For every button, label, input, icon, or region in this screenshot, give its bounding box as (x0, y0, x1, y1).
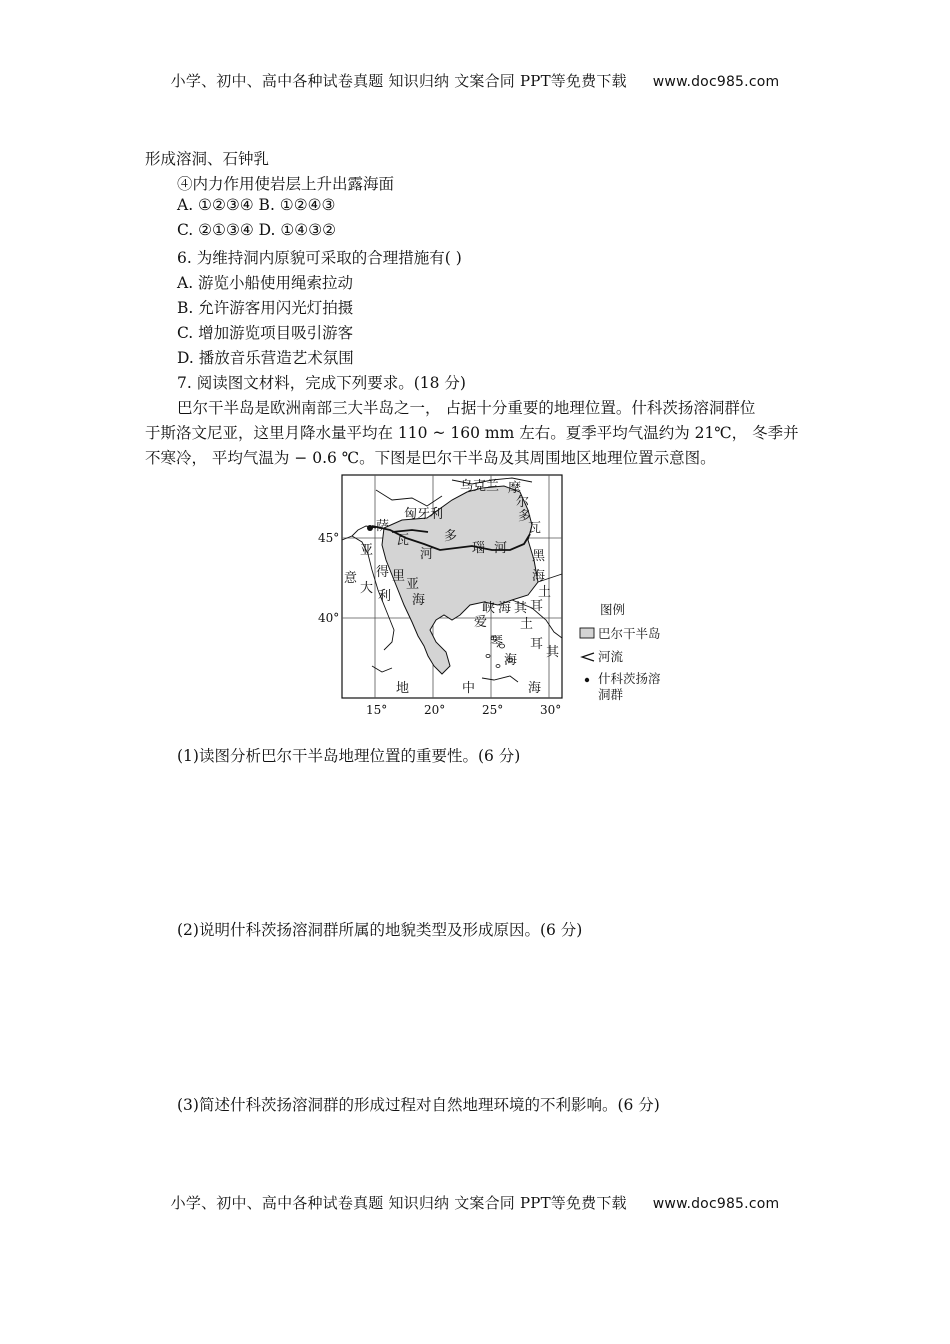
legend-title: 图例 (600, 602, 626, 617)
label-adriatic-4: 亚 (406, 577, 420, 592)
legend-cave-1: 什科茨扬溶 (598, 671, 661, 686)
header-text: 小学、初中、高中各种试卷真题 知识归纳 文案合同 PPT等免费下载 (170, 72, 627, 90)
label-ukraine: 乌克兰 (460, 479, 500, 494)
lon-label-15: 15° (366, 703, 388, 717)
label-moldova-4: 瓦 (528, 521, 542, 536)
label-hungary: 匈牙利 (404, 507, 444, 522)
label-moldova-2: 尔 (516, 495, 530, 510)
header-site-link[interactable]: www.doc985.com (652, 74, 780, 90)
footer-text: 小学、初中、高中各种试卷真题 知识归纳 文案合同 PPT等免费下载 (170, 1194, 627, 1212)
label-strait-2: 海 (498, 601, 512, 616)
label-adriatic-5: 海 (412, 593, 426, 608)
q6-option-c: C. 增加游览项目吸引游客 (177, 324, 354, 342)
map-legend (580, 602, 661, 702)
label-strait-3: 其 (514, 601, 528, 616)
q5-continuation: 形成溶洞、石钟乳 (145, 150, 270, 168)
page-footer (0, 1192, 950, 1213)
q7-material-line-2: 于斯洛文尼亚，这里月降水量平均在 110 ~ 160 mm 左右。夏季平均气温约为 21℃， 冬季并 (145, 424, 799, 442)
legend-river: 河流 (598, 649, 624, 664)
label-strait-1: 峡 (482, 601, 496, 616)
label-slovenia: 萨 (376, 519, 390, 534)
label-aegean-2: 琴 (490, 635, 504, 650)
q6-option-d: D. 播放音乐营造艺术氛围 (177, 349, 354, 367)
legend-cave-2: 洞群 (598, 687, 624, 702)
label-aegean-1: 爱 (474, 615, 488, 630)
label-blacksea-2: 海 (532, 569, 546, 584)
label-adriatic-3: 里 (392, 569, 406, 584)
cave-group-marker (367, 525, 373, 531)
q7-material-line-3: 不寒冷， 平均气温为 − 0.6 ℃。下图是巴尔干半岛及其周围地区地理位置示意图。 (145, 449, 716, 467)
label-blacksea-1: 黑 (532, 549, 546, 564)
label-sava-2: 河 (420, 547, 434, 562)
label-danube-3: 河 (494, 541, 508, 556)
label-danube-1: 多 (444, 529, 458, 544)
label-italy-1: 意 (344, 571, 358, 586)
label-med-3: 海 (528, 681, 542, 696)
footer-site-link[interactable]: www.doc985.com (652, 1196, 780, 1212)
q5-item-4: ④内力作用使岩层上升出露海面 (177, 175, 395, 193)
legend-river-symbol (582, 653, 594, 661)
label-strait-4: 耳 (530, 599, 544, 614)
lat-label-40: 40° (318, 611, 340, 625)
label-italy-2: 大 (360, 581, 374, 596)
lon-label-30: 30° (540, 703, 562, 717)
balkan-map (318, 470, 692, 720)
q7-sub-1: (1)读图分析巴尔干半岛地理位置的重要性。(6 分) (177, 747, 521, 765)
q6-stem: 6. 为维持洞内原貌可采取的合理措施有( ) (177, 249, 462, 267)
q7-stem: 7. 阅读图文材料，完成下列要求。(18 分) (177, 374, 466, 392)
legend-cave-symbol (585, 678, 589, 682)
label-adriatic-1: 亚 (360, 543, 374, 558)
q6-option-b: B. 允许游客用闪光灯拍摄 (177, 299, 354, 317)
lon-label-25: 25° (482, 703, 504, 717)
label-aegean-3: 海 (504, 653, 518, 668)
q7-material-line-1: 巴尔干半岛是欧洲南部三大半岛之一， 占据十分重要的地理位置。什科茨扬溶洞群位 (177, 399, 756, 417)
q6-option-a: A. 游览小船使用绳索拉动 (177, 274, 354, 292)
label-adriatic-2: 得 (376, 565, 390, 580)
label-blacksea-3: 土 (538, 585, 552, 600)
q7-sub-3: (3)简述什科茨扬溶洞群的形成过程对自然地理环境的不利影响。(6 分) (177, 1096, 660, 1114)
lon-label-20: 20° (424, 703, 446, 717)
label-med-2: 中 (462, 681, 476, 696)
page-header (0, 70, 950, 91)
label-turkey-3: 其 (546, 645, 560, 660)
label-med-1: 地 (396, 681, 410, 696)
label-danube-2: 瑙 (472, 541, 486, 556)
q7-sub-2: (2)说明什科茨扬溶洞群所属的地貌类型及形成原因。(6 分) (177, 921, 583, 939)
legend-peninsula-swatch (580, 628, 594, 638)
label-sava-1: 瓦 (396, 533, 410, 548)
label-italy-3: 利 (378, 589, 392, 604)
label-moldova-3: 多 (518, 509, 532, 524)
lat-label-45: 45° (318, 531, 340, 545)
q5-options-ab: A. ①②③④ B. ①②④③ (177, 196, 336, 214)
q5-options-cd: C. ②①③④ D. ①④③② (177, 221, 336, 239)
label-turkey-1: 土 (520, 617, 534, 632)
label-turkey-2: 耳 (530, 637, 544, 652)
legend-peninsula: 巴尔干半岛 (598, 626, 661, 641)
label-moldova-1: 摩 (508, 481, 522, 496)
